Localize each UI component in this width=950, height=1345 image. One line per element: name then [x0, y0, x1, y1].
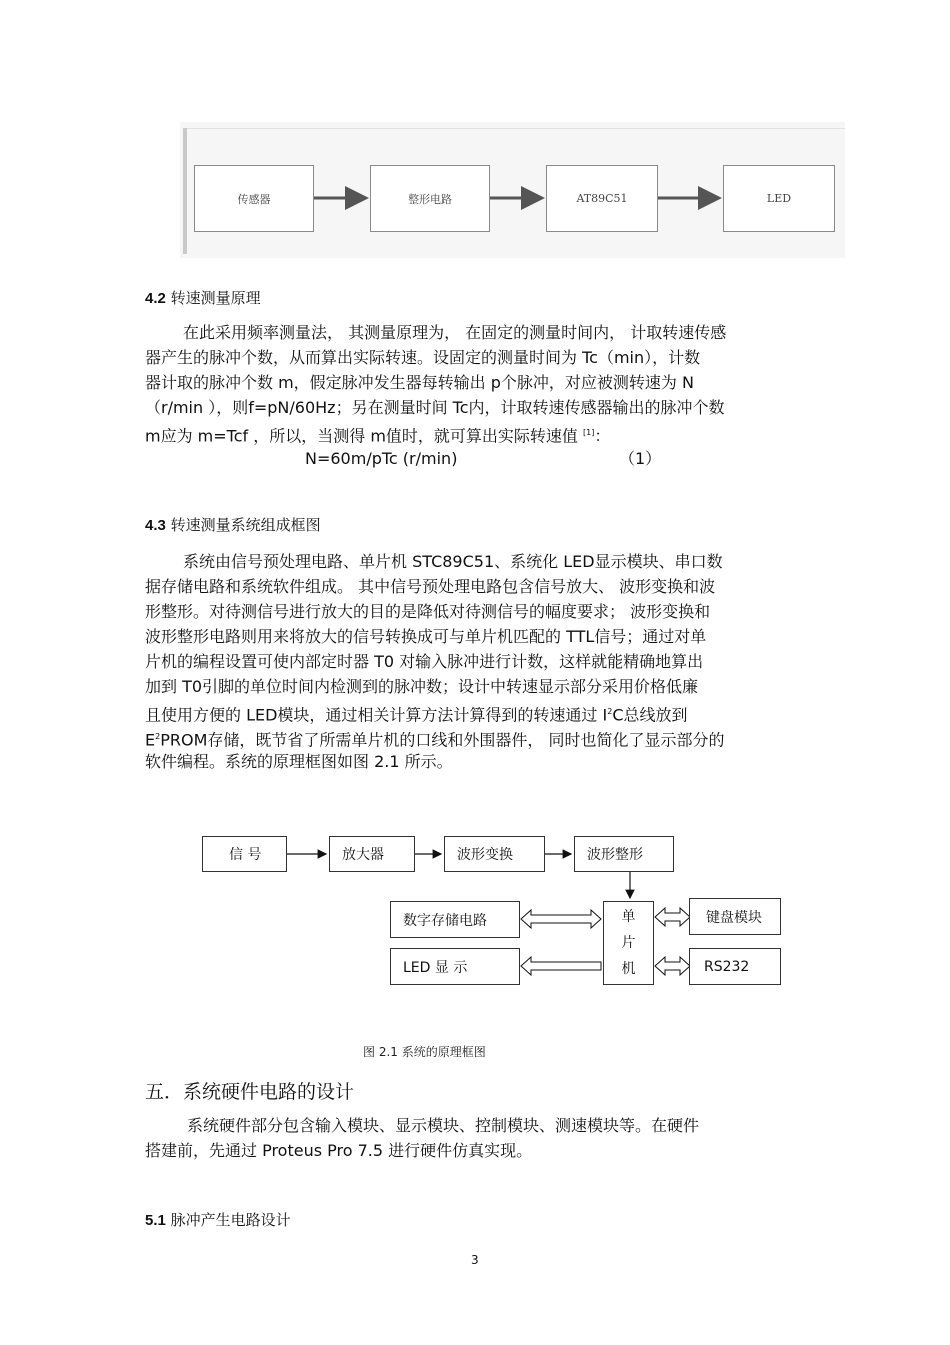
- arrow-mcu-to-led: [521, 957, 601, 975]
- text-line: 搭建前，先通过 Proteus Pro 7.5 进行硬件仿真实现。: [145, 1141, 533, 1160]
- text-line: 据存储电路和系统软件组成。 其中信号预处理电路包含信号放大、 波形变换和波: [145, 577, 716, 596]
- page-number: 3: [471, 1253, 479, 1267]
- text-line: 且使用方便的 LED模块，通过相关计算方法计算得到的转速通过 $I^2C$总线放到: [145, 705, 688, 725]
- text-line: （r/min ），则f=pN/60Hz；另在测量时间 Tc内，计取转速传感器输出的脉冲个数: [145, 398, 725, 417]
- section-4-3-heading: 4.3 转速测量系统组成框图: [145, 516, 321, 534]
- section-4-2-body: [145, 320, 815, 480]
- block-digital-storage: 数字存储电路: [390, 901, 520, 938]
- block-wave-transform: 波形变换: [444, 836, 545, 872]
- block-led: LED: [723, 165, 835, 232]
- text-line: 器产生的脉冲个数，从而算出实际转速。设固定的测量时间为 Tc（min），计数: [145, 348, 701, 367]
- text-line: 加到 T0引脚的单位时间内检测到的脉冲数；设计中转速显示部分采用价格低廉: [145, 677, 699, 696]
- block-amplifier: 放大器: [329, 836, 415, 872]
- figure-2-caption: 图 2.1 系统的原理框图: [363, 1045, 486, 1059]
- citation: [1]: [583, 428, 595, 437]
- text-line: 波形整形电路则用来将放大的信号转换成可与单片机匹配的 TTL信号；通过对单: [145, 627, 707, 646]
- text-line: 系统硬件部分包含输入模块、显示模块、控制模块、测速模块等。在硬件: [187, 1116, 700, 1135]
- block-mcu: 单 片 机: [603, 901, 654, 985]
- text-line: m应为 m=Tcf ，所以，当测得 m值时，就可算出实际转速值 [1]：: [145, 426, 611, 446]
- bidir-arrow-keyboard: [655, 908, 690, 926]
- chapter-5-body: [145, 1113, 815, 1168]
- figure-1-arrows: [180, 122, 845, 258]
- formula-number: （1）: [619, 449, 662, 468]
- block-led-display: LED 显 示: [390, 948, 520, 985]
- text-line: 器计取的脉冲个数 m，假定脉冲发生器每转输出 p个脉冲，对应被测转速为 N: [145, 373, 694, 392]
- section-4-2-heading: 4.2 转速测量原理: [145, 289, 261, 307]
- figure-1-block-diagram: [180, 122, 845, 258]
- text-line: 形整形。对待测信号进行放大的目的是降低对待测信号的幅度要求； 波形变换和: [145, 602, 711, 621]
- block-sensor: 传感器: [194, 165, 314, 232]
- block-rs232: RS232: [689, 948, 781, 985]
- section-5-1-heading: 5.1 脉冲产生电路设计: [145, 1211, 291, 1229]
- formula: N=60m/pTc (r/min): [305, 449, 458, 468]
- chapter-5-title: 五．系统硬件电路的设计: [145, 1081, 355, 1103]
- text-line: 片机的编程设置可使内部定时器 T0 对输入脉冲进行计数，这样就能精确地算出: [145, 652, 704, 671]
- bidir-arrow-storage: [521, 910, 601, 928]
- block-wave-shaping: 波形整形: [574, 836, 674, 872]
- figure-2-system-diagram: [195, 830, 795, 995]
- bidir-arrow-rs232: [655, 957, 690, 975]
- block-signal: 信 号: [202, 836, 287, 872]
- block-keyboard: 键盘模块: [689, 898, 781, 935]
- text-line: 系统由信号预处理电路、单片机 STC89C51、系统化 LED显示模块、串口数: [183, 552, 723, 571]
- text-line: 在此采用频率测量法， 其测量原理为， 在固定的测量时间内， 计取转速传感: [183, 323, 727, 342]
- block-shaping-circuit: 整形电路: [370, 165, 490, 232]
- text-line: $E^2PROM$存储，既节省了所需单片机的口线和外围器件， 同时也简化了显示部分的: [145, 730, 725, 750]
- text-line: 软件编程。系统的原理框图如图 2.1 所示。: [145, 752, 453, 771]
- block-at89c51: AT89C51: [546, 165, 658, 232]
- section-4-3-body: [145, 549, 815, 779]
